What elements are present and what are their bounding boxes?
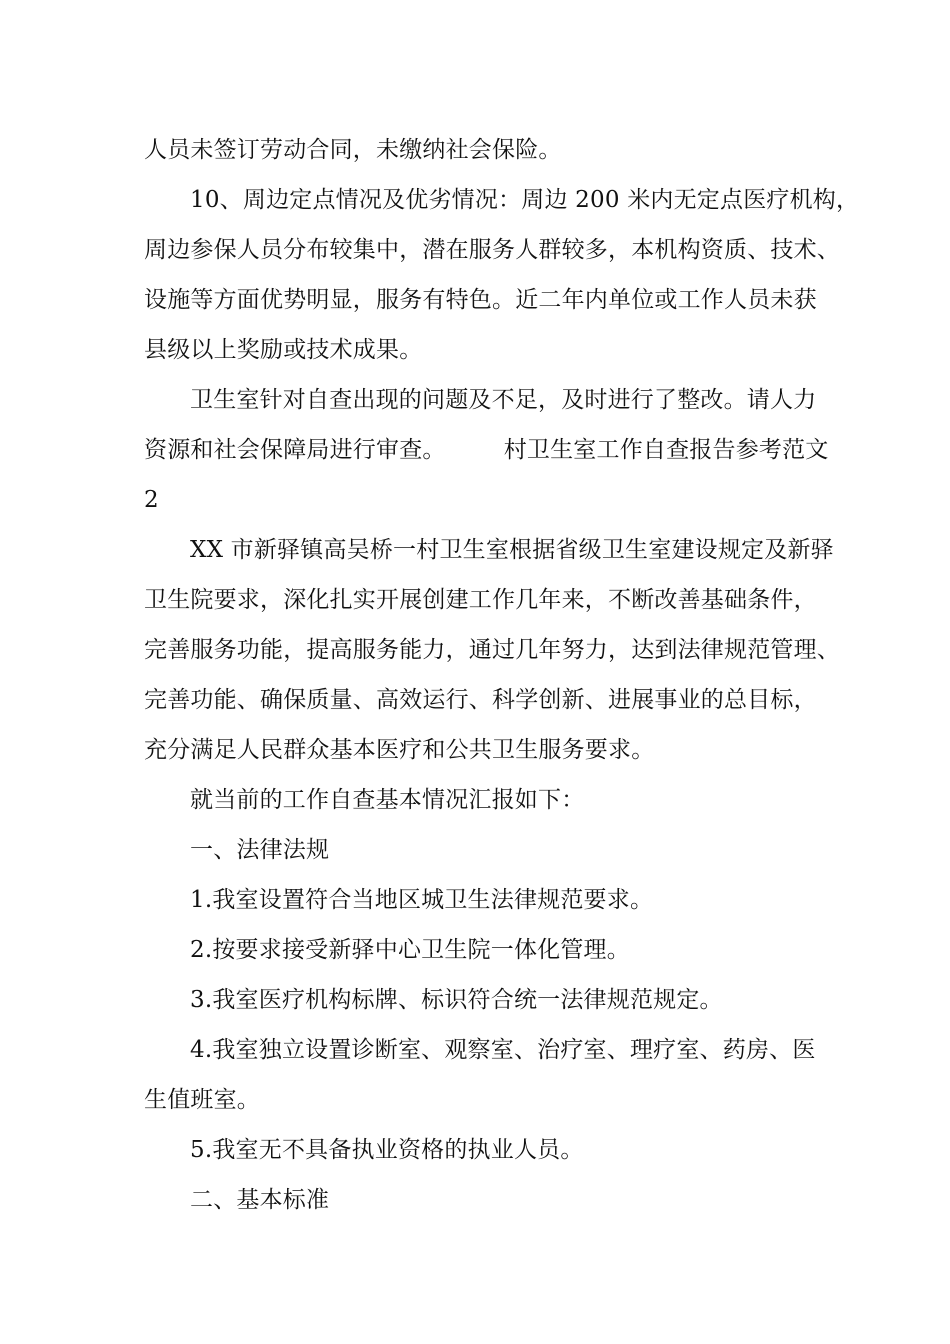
text-line: 卫生院要求，深化扎实开展创建工作几年来，不断改善基础条件， bbox=[144, 587, 817, 613]
text-line: 周边参保人员分布较集中，潜在服务人群较多，本机构资质、技术、 bbox=[144, 237, 840, 263]
section-heading: 一、法律法规 bbox=[190, 837, 330, 863]
text-line: 1.我室设置符合当地区城卫生法律规范要求。 bbox=[190, 887, 654, 913]
text-line: 10、周边定点情况及优劣情况：周边 200 米内无定点医疗机构， bbox=[190, 187, 860, 213]
text-line: 卫生室针对自查出现的问题及不足，及时进行了整改。请人力 bbox=[190, 387, 817, 413]
text-line: 4.我室独立设置诊断室、观察室、治疗室、理疗室、药房、医 bbox=[190, 1037, 816, 1063]
text-line: 就当前的工作自查基本情况汇报如下： bbox=[190, 787, 585, 813]
text-line: 县级以上奖励或技术成果。 bbox=[144, 337, 423, 363]
text-line: 2.按要求接受新驿中心卫生院一体化管理。 bbox=[190, 937, 630, 963]
text-line: 设施等方面优势明显，服务有特色。近二年内单位或工作人员未获 bbox=[144, 287, 817, 313]
text-line: 资源和社会保障局进行审查。 村卫生室工作自查报告参考范文 bbox=[144, 437, 829, 463]
text-line: 2 bbox=[144, 487, 159, 513]
section-heading: 二、基本标准 bbox=[190, 1187, 330, 1213]
text-line: 充分满足人民群众基本医疗和公共卫生服务要求。 bbox=[144, 737, 655, 763]
text-line: XX 市新驿镇高吴桥一村卫生室根据省级卫生室建设规定及新驿 bbox=[190, 537, 834, 563]
text-line: 人员未签订劳动合同，未缴纳社会保险。 bbox=[144, 137, 562, 163]
text-line: 5.我室无不具备执业资格的执业人员。 bbox=[190, 1137, 584, 1163]
text-line: 3.我室医疗机构标牌、标识符合统一法律规范规定。 bbox=[190, 987, 723, 1013]
text-line: 完善服务功能，提高服务能力，通过几年努力，达到法律规范管理、 bbox=[144, 637, 840, 663]
text-line: 完善功能、确保质量、高效运行、科学创新、进展事业的总目标， bbox=[144, 687, 817, 713]
text-line: 生值班室。 bbox=[144, 1087, 260, 1113]
